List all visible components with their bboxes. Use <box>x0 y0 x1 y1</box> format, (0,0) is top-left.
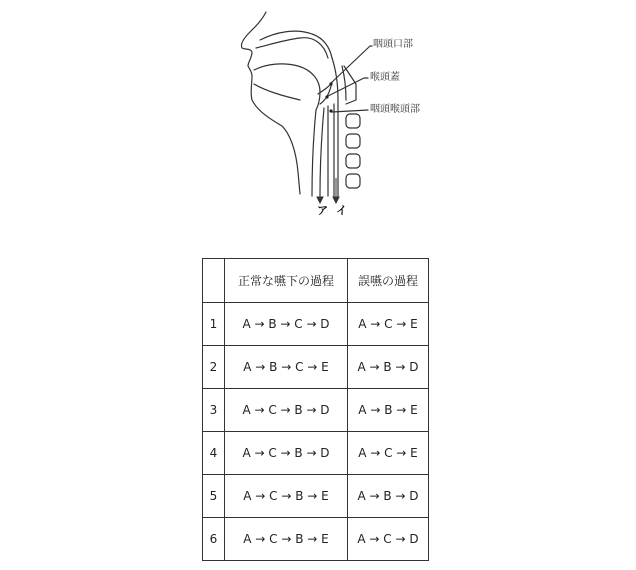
table-row <box>203 346 429 389</box>
row-number: 5 <box>203 475 225 518</box>
arrow-a-head <box>317 197 323 203</box>
palate <box>256 38 328 58</box>
table-row <box>203 432 429 475</box>
vertebra <box>346 154 360 168</box>
row-number: 3 <box>203 389 225 432</box>
marker-dot <box>325 95 328 98</box>
vertebra <box>346 134 360 148</box>
cell-normal: A → B → C → D <box>225 303 348 346</box>
vertebra <box>346 114 360 128</box>
epiglottis-shape <box>318 82 332 104</box>
anatomy-figure <box>220 0 440 225</box>
header-number <box>203 259 225 303</box>
trachea-back <box>320 108 324 196</box>
trachea-front <box>312 110 316 196</box>
row-number: 1 <box>203 303 225 346</box>
cell-misswallow: A → C → D <box>348 518 429 561</box>
header-misswallow: 誤嚥の過程 <box>348 259 429 303</box>
marker-dot <box>329 109 332 112</box>
table-header-row <box>203 259 429 303</box>
cell-normal: A → C → B → D <box>225 432 348 475</box>
answer-table <box>202 258 429 561</box>
label-oropharynx: 咽頭口部 <box>373 39 413 50</box>
arrow-label-a: ア <box>317 204 328 217</box>
cell-normal: A → C → B → D <box>225 389 348 432</box>
jaw <box>254 84 300 100</box>
row-number: 6 <box>203 518 225 561</box>
row-number: 2 <box>203 346 225 389</box>
tongue <box>254 64 320 110</box>
table-row <box>203 475 429 518</box>
marker-dot <box>329 82 332 85</box>
label-epiglottis: 喉頭蓋 <box>370 72 400 83</box>
arrow-i-head <box>333 197 339 203</box>
row-number: 4 <box>203 432 225 475</box>
cell-normal: A → B → C → E <box>225 346 348 389</box>
cell-misswallow: A → B → E <box>348 389 429 432</box>
leader-laryngopharynx <box>332 110 368 112</box>
cell-normal: A → C → B → E <box>225 475 348 518</box>
arrow-label-i: イ <box>336 204 347 217</box>
cell-normal: A → C → B → E <box>225 518 348 561</box>
cell-misswallow: A → C → E <box>348 432 429 475</box>
cell-misswallow: A → C → E <box>348 303 429 346</box>
cell-misswallow: A → B → D <box>348 346 429 389</box>
header-normal-swallow: 正常な嚥下の過程 <box>225 259 348 303</box>
vertebra <box>346 174 360 188</box>
cell-misswallow: A → B → D <box>348 475 429 518</box>
label-laryngopharynx: 咽頭喉頭部 <box>370 104 420 115</box>
table-row <box>203 303 429 346</box>
table-row <box>203 518 429 561</box>
table-row <box>203 389 429 432</box>
